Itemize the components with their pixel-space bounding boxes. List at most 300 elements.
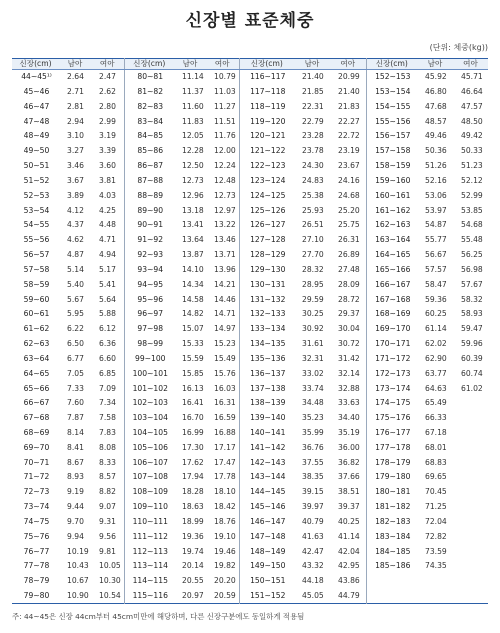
- height-cell: 56~57: [23, 250, 50, 260]
- girl-weight-cell: 10.79: [214, 72, 236, 82]
- height-cell: 133~134: [239, 322, 294, 337]
- height-cell: 139~140: [239, 411, 294, 426]
- table-row: [12, 233, 488, 248]
- girl-weight-cell: 3.39: [99, 146, 116, 156]
- boy-weight-cell: 18.99: [182, 516, 204, 526]
- girl-weight-cell: 17.17: [214, 442, 236, 452]
- boy-weight-cell: 12.05: [182, 131, 204, 141]
- boy-weight-cell: 39.15: [302, 487, 324, 497]
- girl-weight-cell: [453, 470, 488, 485]
- height-cell: 84~85: [124, 129, 174, 144]
- height-cell: 166~167: [366, 277, 417, 292]
- table-row: [12, 366, 488, 381]
- height-cell: 76~77: [23, 546, 50, 556]
- girl-weight-cell: [453, 500, 488, 515]
- boy-weight-cell: 4.87: [67, 250, 84, 260]
- boy-weight-cell: 15.59: [182, 353, 204, 363]
- girl-weight-cell: 11.51: [214, 116, 236, 126]
- girl-weight-cell: 52.99: [461, 190, 483, 200]
- boy-weight-cell: 72.04: [425, 516, 447, 526]
- height-cell: 51~52: [23, 175, 50, 185]
- boy-weight-cell: 25.93: [302, 205, 324, 215]
- height-cell: 148~149: [239, 544, 294, 559]
- height-cell: 126~127: [239, 218, 294, 233]
- height-cell: 184~185: [366, 544, 417, 559]
- boy-weight-cell: 10.19: [67, 546, 89, 556]
- boy-weight-cell: 46.80: [425, 86, 447, 96]
- height-cell: 103~104: [124, 411, 174, 426]
- height-cell: 77~78: [23, 561, 50, 571]
- girl-weight-cell: 36.00: [338, 442, 360, 452]
- girl-weight-cell: 56.25: [461, 250, 483, 260]
- boy-weight-cell: 66.33: [425, 413, 447, 423]
- height-cell: 108~109: [124, 485, 174, 500]
- girl-weight-cell: 23.67: [338, 161, 360, 171]
- height-cell: 123~124: [239, 173, 294, 188]
- girl-weight-cell: 20.20: [214, 576, 236, 586]
- height-cell: 144~145: [239, 485, 294, 500]
- boy-weight-cell: 23.78: [302, 146, 324, 156]
- height-cell: 63~64: [23, 353, 50, 363]
- boy-weight-cell: 17.62: [182, 457, 204, 467]
- boy-weight-cell: 70.45: [425, 487, 447, 497]
- height-cell: 130~131: [239, 277, 294, 292]
- height-cell: 73~74: [23, 502, 50, 512]
- girl-weight-cell: 25.20: [338, 205, 360, 215]
- boy-weight-cell: 63.77: [425, 368, 447, 378]
- girl-weight-cell: 12.73: [214, 190, 236, 200]
- boy-weight-cell: 19.36: [182, 531, 204, 541]
- height-cell: 74~75: [23, 516, 50, 526]
- girl-weight-cell: 24.16: [338, 175, 360, 185]
- girl-weight-cell: 16.31: [214, 398, 236, 408]
- table-row: [12, 336, 488, 351]
- height-cell: 65~66: [23, 383, 50, 393]
- height-cell: 96~97: [124, 307, 174, 322]
- height-cell: 47~48: [23, 116, 50, 126]
- table-row: [12, 500, 488, 515]
- girl-weight-cell: 13.71: [214, 250, 236, 260]
- girl-weight-cell: 38.51: [338, 487, 360, 497]
- boy-weight-cell: 7.33: [67, 383, 84, 393]
- girl-weight-cell: 21.40: [338, 86, 360, 96]
- height-cell: 163~164: [366, 233, 417, 248]
- boy-weight-cell: 49.46: [425, 131, 447, 141]
- girl-weight-cell: 3.19: [99, 131, 116, 141]
- girl-weight-cell: 14.71: [214, 309, 236, 319]
- boy-weight-cell: 16.13: [182, 383, 204, 393]
- height-cell: 67~68: [23, 413, 50, 423]
- boy-weight-cell: 27.70: [302, 250, 324, 260]
- height-cell: 118~119: [239, 99, 294, 114]
- height-cell: 69~70: [23, 442, 50, 452]
- height-cell: 138~139: [239, 396, 294, 411]
- boy-weight-cell: 9.70: [67, 516, 84, 526]
- boy-weight-cell: 40.79: [302, 516, 324, 526]
- height-cell: 149~150: [239, 559, 294, 574]
- column-header: 남아: [174, 59, 206, 70]
- height-cell: 62~63: [23, 339, 50, 349]
- girl-weight-cell: 13.46: [214, 235, 236, 245]
- table-row: [12, 99, 488, 114]
- boy-weight-cell: 4.62: [67, 235, 84, 245]
- boy-weight-cell: 9.94: [67, 531, 84, 541]
- girl-weight-cell: 9.81: [99, 546, 116, 556]
- boy-weight-cell: 44.18: [302, 576, 324, 586]
- boy-weight-cell: 20.97: [182, 590, 204, 600]
- height-cell: 171~172: [366, 351, 417, 366]
- girl-weight-cell: [453, 529, 488, 544]
- boy-weight-cell: 21.85: [302, 86, 324, 96]
- height-cell: 78~79: [23, 576, 50, 586]
- boy-weight-cell: 8.67: [67, 457, 84, 467]
- girl-weight-cell: 23.19: [338, 146, 360, 156]
- table-row: [12, 396, 488, 411]
- girl-weight-cell: 22.72: [338, 131, 360, 141]
- boy-weight-cell: 22.31: [302, 101, 324, 111]
- height-cell: 125~126: [239, 203, 294, 218]
- boy-weight-cell: 14.82: [182, 309, 204, 319]
- boy-weight-cell: 11.60: [182, 101, 204, 111]
- girl-weight-cell: [453, 574, 488, 589]
- height-cell: 174~175: [366, 396, 417, 411]
- table-row: [12, 158, 488, 173]
- girl-weight-cell: 21.83: [338, 101, 360, 111]
- boy-weight-cell: 30.92: [302, 324, 324, 334]
- height-cell: 132~133: [239, 307, 294, 322]
- girl-weight-cell: [453, 396, 488, 411]
- girl-weight-cell: 8.57: [99, 472, 116, 482]
- column-header: 남아: [417, 59, 453, 70]
- height-cell: 117~118: [239, 84, 294, 99]
- girl-weight-cell: 20.99: [338, 72, 360, 82]
- girl-weight-cell: 14.46: [214, 294, 236, 304]
- girl-weight-cell: 18.10: [214, 487, 236, 497]
- boy-weight-cell: 3.10: [67, 131, 84, 141]
- height-cell: 120~121: [239, 129, 294, 144]
- height-cell: 154~155: [366, 99, 417, 114]
- height-cell: 49~50: [23, 146, 50, 156]
- table-row: [12, 70, 488, 85]
- table-row: [12, 129, 488, 144]
- boy-weight-cell: 6.22: [67, 324, 84, 334]
- boy-weight-cell: 62.02: [425, 339, 447, 349]
- girl-weight-cell: 32.88: [338, 383, 360, 393]
- boy-weight-cell: 53.06: [425, 190, 447, 200]
- column-header: 신장(cm): [12, 59, 59, 70]
- girl-weight-cell: 59.47: [461, 324, 483, 334]
- girl-weight-cell: [453, 485, 488, 500]
- boy-weight-cell: 35.99: [302, 427, 324, 437]
- boy-weight-cell: 7.87: [67, 413, 84, 423]
- girl-weight-cell: 7.83: [99, 427, 116, 437]
- height-cell: 68~69: [23, 427, 50, 437]
- unit-label: (단위: 체중(kg)): [429, 43, 488, 52]
- girl-weight-cell: 9.07: [99, 502, 116, 512]
- height-cell: 177~178: [366, 440, 417, 455]
- table-row: [12, 574, 488, 589]
- girl-weight-cell: 31.42: [338, 353, 360, 363]
- height-cell: 85~86: [124, 144, 174, 159]
- boy-weight-cell: 18.63: [182, 502, 204, 512]
- height-cell: 119~120: [239, 114, 294, 129]
- height-cell: 44~45¹⁾: [21, 72, 52, 82]
- height-cell: 134~135: [239, 336, 294, 351]
- girl-weight-cell: 12.24: [214, 161, 236, 171]
- height-cell: 66~67: [23, 398, 50, 408]
- boy-weight-cell: 39.97: [302, 502, 324, 512]
- boy-weight-cell: 31.61: [302, 339, 324, 349]
- height-cell: 95~96: [124, 292, 174, 307]
- height-cell: 83~84: [124, 114, 174, 129]
- girl-weight-cell: 60.74: [461, 368, 483, 378]
- boy-weight-cell: 67.18: [425, 427, 447, 437]
- boy-weight-cell: 13.41: [182, 220, 204, 230]
- table-row: [12, 544, 488, 559]
- girl-weight-cell: [453, 514, 488, 529]
- girl-weight-cell: 6.36: [99, 339, 116, 349]
- boy-weight-cell: 5.95: [67, 309, 84, 319]
- height-cell: 159~160: [366, 173, 417, 188]
- boy-weight-cell: 56.67: [425, 250, 447, 260]
- girl-weight-cell: 2.99: [99, 116, 116, 126]
- boy-weight-cell: 65.49: [425, 398, 447, 408]
- girl-weight-cell: 36.82: [338, 457, 360, 467]
- girl-weight-cell: 24.68: [338, 190, 360, 200]
- boy-weight-cell: 13.87: [182, 250, 204, 260]
- boy-weight-cell: 3.46: [67, 161, 84, 171]
- height-cell: 150~151: [239, 574, 294, 589]
- table-header-row: [12, 59, 488, 70]
- boy-weight-cell: 36.76: [302, 442, 324, 452]
- boy-weight-cell: 52.16: [425, 175, 447, 185]
- height-cell: 101~102: [124, 381, 174, 396]
- girl-weight-cell: 50.33: [461, 146, 483, 156]
- height-cell: 131~132: [239, 292, 294, 307]
- girl-weight-cell: 3.81: [99, 175, 116, 185]
- boy-weight-cell: 28.32: [302, 264, 324, 274]
- boy-weight-cell: 10.67: [67, 576, 89, 586]
- girl-weight-cell: [453, 559, 488, 574]
- girl-weight-cell: 44.79: [338, 590, 360, 600]
- girl-weight-cell: 16.59: [214, 413, 236, 423]
- boy-weight-cell: 71.25: [425, 502, 447, 512]
- table-body: [12, 70, 488, 604]
- girl-weight-cell: 4.03: [99, 190, 116, 200]
- column-header: 신장(cm): [124, 59, 174, 70]
- girl-weight-cell: 18.42: [214, 502, 236, 512]
- boy-weight-cell: 69.65: [425, 472, 447, 482]
- height-cell: 58~59: [23, 279, 50, 289]
- boy-weight-cell: 3.89: [67, 190, 84, 200]
- height-cell: 86~87: [124, 158, 174, 173]
- table-row: [12, 262, 488, 277]
- height-cell: 89~90: [124, 203, 174, 218]
- boy-weight-cell: 24.30: [302, 161, 324, 171]
- girl-weight-cell: 25.75: [338, 220, 360, 230]
- height-cell: 50~51: [23, 161, 50, 171]
- column-header: 여아: [206, 59, 239, 70]
- table-row: [12, 144, 488, 159]
- girl-weight-cell: 4.25: [99, 205, 116, 215]
- girl-weight-cell: 12.48: [214, 175, 236, 185]
- girl-weight-cell: [453, 411, 488, 426]
- boy-weight-cell: 17.94: [182, 472, 204, 482]
- table-row: [12, 514, 488, 529]
- boy-weight-cell: 12.28: [182, 146, 204, 156]
- girl-weight-cell: 4.94: [99, 250, 116, 260]
- boy-weight-cell: 16.41: [182, 398, 204, 408]
- girl-weight-cell: 6.12: [99, 324, 116, 334]
- height-cell: 168~169: [366, 307, 417, 322]
- girl-weight-cell: 5.64: [99, 294, 116, 304]
- table-row: [12, 485, 488, 500]
- girl-weight-cell: 27.48: [338, 264, 360, 274]
- boy-weight-cell: 12.96: [182, 190, 204, 200]
- height-cell: [366, 588, 417, 603]
- height-cell: 111~112: [124, 529, 174, 544]
- height-cell: 94~95: [124, 277, 174, 292]
- boy-weight-cell: 59.36: [425, 294, 447, 304]
- height-cell: 173~174: [366, 381, 417, 396]
- boy-weight-cell: 10.90: [67, 590, 89, 600]
- boy-weight-cell: 9.19: [67, 487, 84, 497]
- boy-weight-cell: 68.01: [425, 442, 447, 452]
- girl-weight-cell: 8.33: [99, 457, 116, 467]
- height-cell: 180~181: [366, 485, 417, 500]
- height-cell: 80~81: [124, 70, 174, 85]
- boy-weight-cell: 35.23: [302, 413, 324, 423]
- height-cell: 114~115: [124, 574, 174, 589]
- height-cell: 185~186: [366, 559, 417, 574]
- boy-weight-cell: 72.82: [425, 531, 447, 541]
- height-cell: 87~88: [124, 173, 174, 188]
- height-cell: 54~55: [23, 220, 50, 230]
- height-cell: 53~54: [23, 205, 50, 215]
- table-row: [12, 84, 488, 99]
- girl-weight-cell: 58.32: [461, 294, 483, 304]
- boy-weight-cell: 30.25: [302, 309, 324, 319]
- boy-weight-cell: 32.31: [302, 353, 324, 363]
- girl-weight-cell: 42.04: [338, 546, 360, 556]
- boy-weight-cell: 64.63: [425, 383, 447, 393]
- boy-weight-cell: 16.99: [182, 427, 204, 437]
- girl-weight-cell: 2.80: [99, 101, 116, 111]
- column-header: 여아: [453, 59, 488, 70]
- boy-weight-cell: 2.81: [67, 101, 84, 111]
- height-cell: 145~146: [239, 500, 294, 515]
- girl-weight-cell: 12.97: [214, 205, 236, 215]
- boy-weight-cell: 14.58: [182, 294, 204, 304]
- column-header: 남아: [59, 59, 91, 70]
- boy-weight-cell: 33.02: [302, 368, 324, 378]
- boy-weight-cell: 10.43: [67, 561, 89, 571]
- girl-weight-cell: 8.82: [99, 487, 116, 497]
- height-cell: 169~170: [366, 322, 417, 337]
- boy-weight-cell: 47.68: [425, 101, 447, 111]
- height-cell: 48~49: [23, 131, 50, 141]
- height-cell: 121~122: [239, 144, 294, 159]
- height-cell: 183~184: [366, 529, 417, 544]
- column-header: 신장(cm): [366, 59, 417, 70]
- girl-weight-cell: 11.03: [214, 86, 236, 96]
- height-cell: 98~99: [124, 336, 174, 351]
- table-row: [12, 173, 488, 188]
- table-row: [12, 247, 488, 262]
- girl-weight-cell: 59.96: [461, 339, 483, 349]
- boy-weight-cell: 12.73: [182, 175, 204, 185]
- table-row: [12, 455, 488, 470]
- table-row: [12, 203, 488, 218]
- girl-weight-cell: 17.47: [214, 457, 236, 467]
- girl-weight-cell: 10.30: [99, 576, 121, 586]
- boy-weight-cell: 61.14: [425, 324, 447, 334]
- boy-weight-cell: 18.28: [182, 487, 204, 497]
- height-cell: 128~129: [239, 247, 294, 262]
- girl-weight-cell: 10.05: [99, 561, 121, 571]
- height-cell: 182~183: [366, 514, 417, 529]
- height-cell: 115~116: [124, 588, 174, 603]
- boy-weight-cell: 11.37: [182, 86, 204, 96]
- girl-weight-cell: 12.00: [214, 146, 236, 156]
- table-row: [12, 218, 488, 233]
- boy-weight-cell: 11.14: [182, 72, 204, 82]
- boy-weight-cell: 2.71: [67, 86, 84, 96]
- girl-weight-cell: 19.10: [214, 531, 236, 541]
- column-header: 여아: [330, 59, 366, 70]
- boy-weight-cell: 6.50: [67, 339, 84, 349]
- girl-weight-cell: 7.09: [99, 383, 116, 393]
- boy-weight-cell: 26.51: [302, 220, 324, 230]
- height-cell: 90~91: [124, 218, 174, 233]
- boy-weight-cell: 23.28: [302, 131, 324, 141]
- girl-weight-cell: 9.31: [99, 516, 116, 526]
- girl-weight-cell: 7.58: [99, 413, 116, 423]
- table-row: [12, 411, 488, 426]
- boy-weight-cell: 42.47: [302, 546, 324, 556]
- height-cell: 79~80: [23, 590, 50, 600]
- girl-weight-cell: 42.95: [338, 561, 360, 571]
- girl-weight-cell: 5.41: [99, 279, 116, 289]
- height-cell: 141~142: [239, 440, 294, 455]
- girl-weight-cell: 26.89: [338, 250, 360, 260]
- boy-weight-cell: 5.14: [67, 264, 84, 274]
- girl-weight-cell: 15.49: [214, 353, 236, 363]
- boy-weight-cell: 11.83: [182, 116, 204, 126]
- girl-weight-cell: 3.60: [99, 161, 116, 171]
- girl-weight-cell: 5.88: [99, 309, 116, 319]
- height-cell: 129~130: [239, 262, 294, 277]
- girl-weight-cell: [453, 588, 488, 603]
- girl-weight-cell: 4.71: [99, 235, 116, 245]
- girl-weight-cell: 19.46: [214, 546, 236, 556]
- height-cell: 179~180: [366, 470, 417, 485]
- boy-weight-cell: 15.85: [182, 368, 204, 378]
- height-cell: 172~173: [366, 366, 417, 381]
- girl-weight-cell: 61.02: [461, 383, 483, 393]
- height-cell: 88~89: [124, 188, 174, 203]
- girl-weight-cell: 20.59: [214, 590, 236, 600]
- girl-weight-cell: 53.85: [461, 205, 483, 215]
- boy-weight-cell: 54.87: [425, 220, 447, 230]
- girl-weight-cell: 37.66: [338, 472, 360, 482]
- girl-weight-cell: 47.57: [461, 101, 483, 111]
- girl-weight-cell: 55.48: [461, 235, 483, 245]
- height-cell: 106~107: [124, 455, 174, 470]
- boy-weight-cell: 17.30: [182, 442, 204, 452]
- table-row: [12, 381, 488, 396]
- boy-weight-cell: 5.67: [67, 294, 84, 304]
